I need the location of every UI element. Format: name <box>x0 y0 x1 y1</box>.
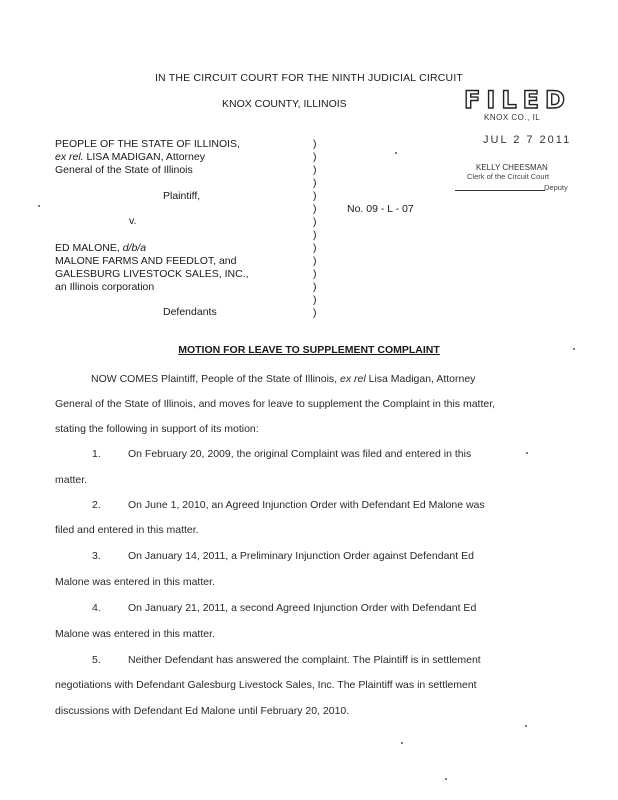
stamp-deputy: Deputy <box>544 183 568 192</box>
scan-speck <box>526 452 528 454</box>
caption-paren: ) <box>313 203 317 215</box>
plaintiff-line-2-rest: LISA MADIGAN, Attorney <box>83 151 205 163</box>
caption-paren: ) <box>313 294 317 306</box>
plaintiff-line-3: General of the State of Illinois <box>55 164 193 176</box>
stamp-date: JUL 2 7 2011 <box>483 134 572 146</box>
caption-paren: ) <box>313 307 317 319</box>
paragraph-5-line-1: Neither Defendant has answered the complaint. The Plaintiff is in settlement <box>128 654 481 666</box>
paragraph-3-line-2: Malone was entered in this matter. <box>55 576 215 588</box>
caption-paren: ) <box>313 216 317 228</box>
stamp-county: KNOX CO., IL <box>484 113 541 122</box>
stamp-clerk-title: Clerk of the Circuit Court <box>467 172 550 181</box>
paragraph-5-line-2: negotiations with Defendant Galesburg Livestock Sales, Inc. The Plaintiff was in settlement <box>55 679 477 691</box>
ex-rel-italic: ex rel. <box>55 151 84 163</box>
paragraph-3-line-1: On January 14, 2011, a Preliminary Injunction Order against Defendant Ed <box>128 550 474 562</box>
intro-line-2: General of the State of Illinois, and moves for leave to supplement the Complaint in this matter, <box>55 398 496 410</box>
paragraph-number: 3. <box>92 550 101 562</box>
intro-ex-rel: ex rel <box>340 373 366 385</box>
paragraph-2-line-2: filed and entered in this matter. <box>55 524 199 536</box>
paragraph-number: 2. <box>92 499 101 511</box>
caption-paren: ) <box>313 281 317 293</box>
filed-stamp: FILED <box>464 86 571 114</box>
caption-paren: ) <box>313 164 317 176</box>
defendant-line-3: GALESBURG LIVESTOCK SALES, INC., <box>55 268 249 280</box>
plaintiff-line-1: PEOPLE OF THE STATE OF ILLINOIS, <box>55 138 240 150</box>
paragraph-5-line-3: discussions with Defendant Ed Malone until February 20, 2010. <box>55 705 350 717</box>
caption-paren: ) <box>313 177 317 189</box>
paragraph-4-line-1: On January 21, 2011, a second Agreed Injunction Order with Defendant Ed <box>128 602 477 614</box>
scan-speck <box>401 742 403 744</box>
versus: v. <box>129 215 137 227</box>
paragraph-1-line-2: matter. <box>55 474 88 486</box>
defendant-name: ED MALONE, <box>55 242 123 254</box>
caption-paren: ) <box>313 229 317 241</box>
caption-paren: ) <box>313 255 317 267</box>
plaintiff-line-2 <box>55 151 205 163</box>
defendant-role: Defendants <box>163 306 217 318</box>
paragraph-2-line-1: On June 1, 2010, an Agreed Injunction Order with Defendant Ed Malone was <box>128 499 485 511</box>
court-name: IN THE CIRCUIT COURT FOR THE NINTH JUDICIAL CIRCUIT <box>154 72 464 84</box>
intro-line-3: stating the following in support of its motion: <box>55 423 259 435</box>
paragraph-1-line-1: On February 20, 2009, the original Complaint was filed and entered in this <box>128 448 472 460</box>
defendant-line-2: MALONE FARMS AND FEEDLOT, and <box>55 255 237 267</box>
scan-speck <box>38 205 40 207</box>
paragraph-number: 5. <box>92 654 101 666</box>
stamp-clerk-name: KELLY CHEESMAN <box>476 163 548 172</box>
intro-text-c: Lisa Madigan, Attorney <box>365 373 476 385</box>
defendant-line-4: an Illinois corporation <box>55 281 155 293</box>
defendant-line-1 <box>55 242 146 254</box>
county-name: KNOX COUNTY, ILLINOIS <box>222 98 347 110</box>
paragraph-4-line-2: Malone was entered in this matter. <box>55 628 215 640</box>
scan-speck <box>445 778 447 780</box>
case-number: No. 09 - L - 07 <box>347 203 414 215</box>
stamp-signature-line <box>455 190 545 191</box>
scan-speck <box>395 152 397 154</box>
caption-paren: ) <box>313 190 317 202</box>
motion-title: MOTION FOR LEAVE TO SUPPLEMENT COMPLAINT <box>178 344 440 356</box>
caption-paren: ) <box>313 268 317 280</box>
paragraph-number: 4. <box>92 602 101 614</box>
scan-speck <box>573 348 575 350</box>
paragraph-number: 1. <box>92 448 101 460</box>
scan-speck <box>525 725 527 727</box>
intro-text-a: NOW COMES Plaintiff, People of the State of Illinois, <box>91 373 340 385</box>
plaintiff-role: Plaintiff, <box>163 190 201 202</box>
dba-italic: d/b/a <box>122 242 147 254</box>
caption-paren: ) <box>313 138 317 150</box>
intro-line-1 <box>91 373 475 385</box>
caption-paren: ) <box>313 151 317 163</box>
caption-paren: ) <box>313 242 317 254</box>
